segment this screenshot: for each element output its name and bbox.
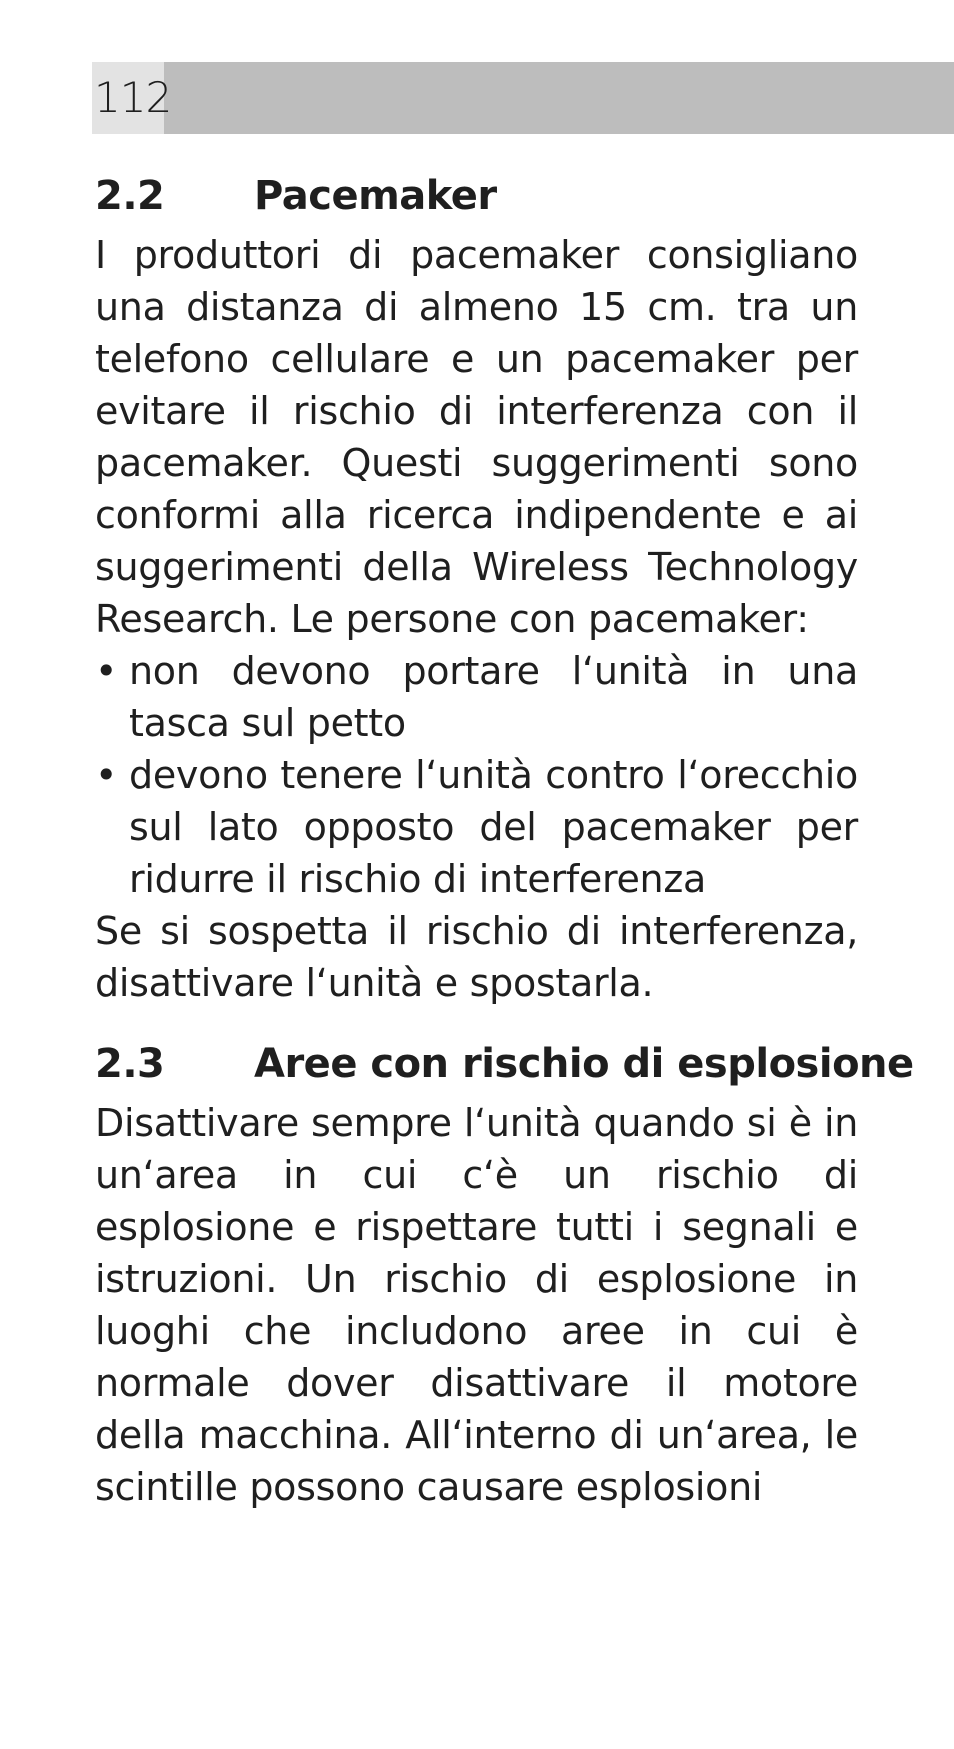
- section-title: Pacemaker: [254, 173, 497, 219]
- page-number: 112: [94, 73, 172, 122]
- section-intro-paragraph: I produttori di pacemaker consigliano una distanza di almeno 15 cm. tra un telefono cellulare e un pacemaker per evitare il rischio di interferenza con il pacemaker. Questi suggerimenti sono conformi alla ricerca indipendente e ai suggerimenti della Wireless Technology Research. Le persone con pacemaker:: [95, 233, 858, 641]
- list-item-text: non devono portare l‘unità in una tasca sul petto: [129, 649, 858, 745]
- list-item: [95, 749, 858, 905]
- section-number: 2.3: [95, 1041, 165, 1087]
- section-number: 2.2: [95, 173, 165, 219]
- page-number-box: [92, 62, 172, 134]
- bullet-list: [95, 645, 858, 905]
- list-item: [95, 645, 858, 749]
- section-closing-paragraph: Se si sospetta il rischio di interferenza, disattivare l‘unità e spostarla.: [95, 909, 858, 1005]
- bullet-icon: •: [95, 753, 118, 797]
- page-header-bar: [92, 62, 954, 134]
- list-item-text: devono tenere l‘unità contro l‘orecchio sul lato opposto del pacemaker per ridurre il rischio di interferenza: [129, 753, 858, 901]
- section-explosion-areas: [95, 1033, 914, 1513]
- page-content: [95, 165, 914, 1513]
- section-intro-paragraph: Disattivare sempre l‘unità quando si è in un‘area in cui c‘è un rischio di esplosione e rispettare tutti i segnali e istruzioni. Un rischio di esplosione in luoghi che includono aree in cui è normale dover disattivare il motore della macchina. All‘interno di un‘area, le scintille possono causare esplosioni: [95, 1101, 858, 1509]
- section-heading: [95, 165, 858, 227]
- section-heading: [95, 1033, 914, 1095]
- section-pacemaker: [95, 165, 858, 1009]
- section-title: Aree con rischio di esplosione: [254, 1041, 914, 1087]
- bullet-icon: •: [95, 649, 118, 693]
- section-spacer: [95, 1009, 858, 1033]
